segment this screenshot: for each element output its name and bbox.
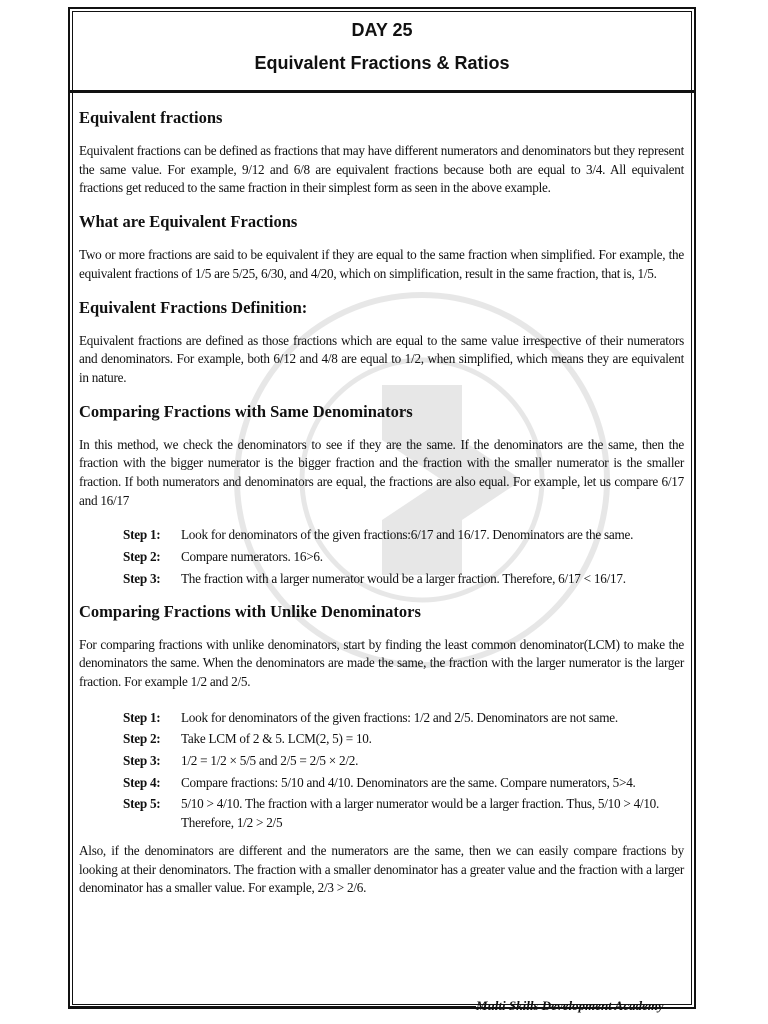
step-text: Look for denominators of the given fractions:6/17 and 16/17. Denominators are the same. [181, 527, 634, 543]
step-row [123, 526, 684, 545]
section-paragraph-same-denominators: In this method, we check the denominators to see if they are the same. If the denominators are the same, then the fraction with the bigger numerator is the bigger fraction and the fraction with the smaller numerator is the smaller fraction. If both numerators and denominators are equal, the fractions are also equal. For example, let us compare 6/17 and 16/17 [79, 436, 684, 508]
section-paragraph-unlike-denominators: For comparing fractions with unlike denominators, start by finding the least common denominator(LCM) to make the denominators the same. When the denominators are made the same, the fraction with the larger numerator is the larger fraction. For example 1/2 and 2/5. [79, 636, 684, 689]
step-label: Step 3: [123, 753, 161, 769]
footer-rule [70, 1006, 476, 1009]
section-heading-what-are: What are Equivalent Fractions [79, 212, 298, 232]
day-label: DAY 25 [351, 20, 413, 40]
step-label: Step 2: [123, 731, 161, 747]
footer-academy-name: Multi Skills Development Academy [476, 998, 664, 1013]
step-text: Compare fractions: 5/10 and 4/10. Denominators are the same. Compare numerators, 5>4. [181, 774, 636, 790]
section-paragraph-what-are: Two or more fractions are said to be equivalent if they are equal to the same fraction when simplified. For example, the equivalent fractions of 1/5 are 5/25, 6/30, and 4/20, which on simplification, result in the same fraction, that is, 1/5. [79, 247, 684, 281]
section-heading-equivalent-fractions: Equivalent fractions [79, 108, 223, 127]
step-label: Step 3: [123, 570, 161, 586]
step-text: Compare numerators. 16>6. [181, 549, 323, 565]
section-heading-unlike-denominators: Comparing Fractions with Unlike Denominators [79, 601, 421, 621]
steps-same-denominators [123, 526, 684, 588]
step-label: Step 1: [123, 527, 161, 543]
section-heading-same-denominators: Comparing Fractions with Same Denominators [79, 401, 413, 421]
page-header [72, 11, 692, 93]
step-label: Step 4: [123, 774, 161, 790]
page-title: Equivalent Fractions & Ratios [254, 53, 510, 73]
step-row [123, 752, 684, 771]
step-label: Step 5: [123, 796, 161, 812]
step-row [123, 570, 684, 589]
step-label: Step 1: [123, 709, 161, 725]
section-paragraph-definition: Equivalent fractions are defined as those fractions which are equal to the same value irrespective of their numerators and denominators. For example, both 6/12 and 4/8 are equal to 1/2, when simplified, which means they are equivalent in nature. [79, 332, 684, 385]
step-text: 5/10 > 4/10. The fraction with a larger numerator would be a larger fraction. Thus, 5/10 > 4/10. Therefore, 1/2 > 2/5 [181, 796, 660, 831]
step-row [123, 548, 684, 567]
step-row [123, 730, 684, 749]
section-paragraph-equivalent-fractions: Equivalent fractions can be defined as fractions that may have different numerators and denominators but they represent the same value. For example, 9/12 and 6/8 are equivalent fractions because both are equal to 3/4. All equivalent fractions get reduced to the same fraction in their simplest form as seen in the above example. [79, 143, 684, 196]
header-divider [70, 90, 694, 93]
main-content [79, 100, 684, 898]
step-row [123, 774, 684, 793]
step-text: The fraction with a larger numerator would be a larger fraction. Therefore, 6/17 < 16/17. [181, 570, 626, 586]
step-label: Step 2: [123, 549, 161, 565]
step-row [123, 795, 684, 832]
closing-paragraph: Also, if the denominators are different and the numerators are the same, then we can easily compare fractions by looking at their denominators. The fraction with a smaller denominator has a greater value and the fraction with a larger denominator has a smaller value. For example, 2/3 > 2/6. [79, 842, 684, 896]
steps-unlike-denominators [123, 709, 684, 833]
section-heading-definition: Equivalent Fractions Definition: [79, 297, 308, 317]
step-row [123, 709, 684, 728]
step-text: 1/2 = 1/2 × 5/5 and 2/5 = 2/5 × 2/2. [181, 753, 359, 769]
step-text: Take LCM of 2 & 5. LCM(2, 5) = 10. [181, 731, 372, 747]
step-text: Look for denominators of the given fractions: 1/2 and 2/5. Denominators are not same. [181, 709, 618, 725]
